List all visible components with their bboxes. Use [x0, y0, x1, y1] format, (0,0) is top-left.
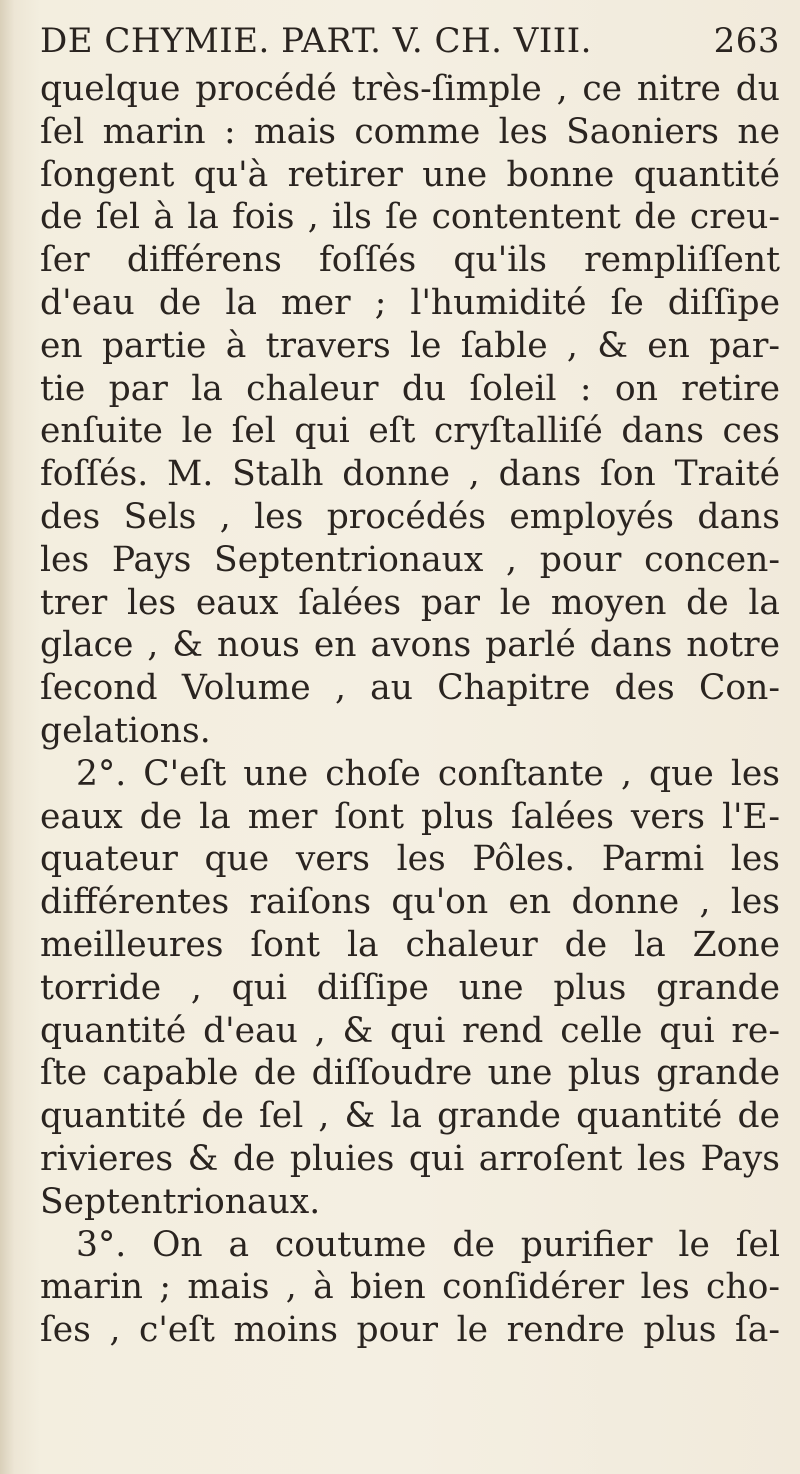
- text-line-16: gelations.: [40, 710, 211, 751]
- text-line-18: eaux de la mer ſont plus ſalées vers l'E-: [40, 796, 780, 837]
- text-line-1: quelque procédé très-ſimple , ce nitre du: [40, 69, 780, 109]
- text-line-29: marin ; mais , à bien conſidérer les cho-: [40, 1267, 780, 1308]
- text-line-11: des Sels , les procédés employés dans: [40, 496, 780, 537]
- text-line-23: quantité d'eau , & qui rend celle qui re-: [40, 1010, 780, 1051]
- body-text: [40, 68, 780, 1352]
- text-line-17: 2°. C'eſt une choſe conſtante , que les: [76, 753, 780, 794]
- text-line-10: foſſés. M. Stalh donne , dans ſon Traité: [40, 454, 780, 495]
- running-title: DE CHYMIE. PART. V. CH. VIII.: [40, 21, 592, 61]
- text-line-13: trer les eaux ſalées par le moyen de la: [40, 582, 780, 623]
- text-line-20: différentes raiſons qu'on en donne , les: [40, 882, 780, 923]
- text-line-24: ſte capable de diſſoudre une plus grande: [40, 1053, 780, 1094]
- text-line-15: ſecond Volume , au Chapitre des Con-: [40, 668, 780, 709]
- text-line-2: ſel marin : mais comme les Saoniers ne: [40, 111, 780, 152]
- running-header: [40, 14, 780, 68]
- page-number: 263: [713, 21, 780, 61]
- text-line-5: ſer différens foſſés qu'ils rempliſſent: [40, 240, 780, 281]
- text-line-28: 3°. On a coutume de purifier le ſel: [76, 1224, 780, 1265]
- text-line-3: ſongent qu'à retirer une bonne quantité: [40, 154, 780, 195]
- text-line-30: ſes , c'eſt moins pour le rendre plus ſa-: [40, 1310, 780, 1351]
- page-gutter-shadow: [0, 0, 14, 1474]
- text-line-27: Septentrionaux.: [40, 1181, 321, 1222]
- text-line-12: les Pays Septentrionaux , pour concen-: [40, 539, 780, 580]
- text-line-6: d'eau de la mer ; l'humidité ſe diſſipe: [40, 282, 780, 323]
- text-line-9: enſuite le ſel qui eſt cryſtalliſé dans ces: [40, 411, 780, 452]
- text-line-14: glace , & nous en avons parlé dans notre: [40, 625, 780, 666]
- text-line-4: de ſel à la fois , ils ſe contentent de creu-: [40, 197, 780, 238]
- text-line-7: en partie à travers le ſable , & en par-: [40, 325, 780, 366]
- text-line-22: torride , qui diſſipe une plus grande: [40, 967, 780, 1008]
- text-line-25: quantité de ſel , & la grande quantité de: [40, 1096, 780, 1137]
- text-line-8: tie par la chaleur du ſoleil : on retire: [40, 368, 780, 409]
- text-line-21: meilleures ſont la chaleur de la Zone: [40, 924, 780, 965]
- text-line-19: quateur que vers les Pôles. Parmi les: [40, 839, 780, 880]
- text-line-26: rivieres & de pluies qui arroſent les Pays: [40, 1138, 780, 1179]
